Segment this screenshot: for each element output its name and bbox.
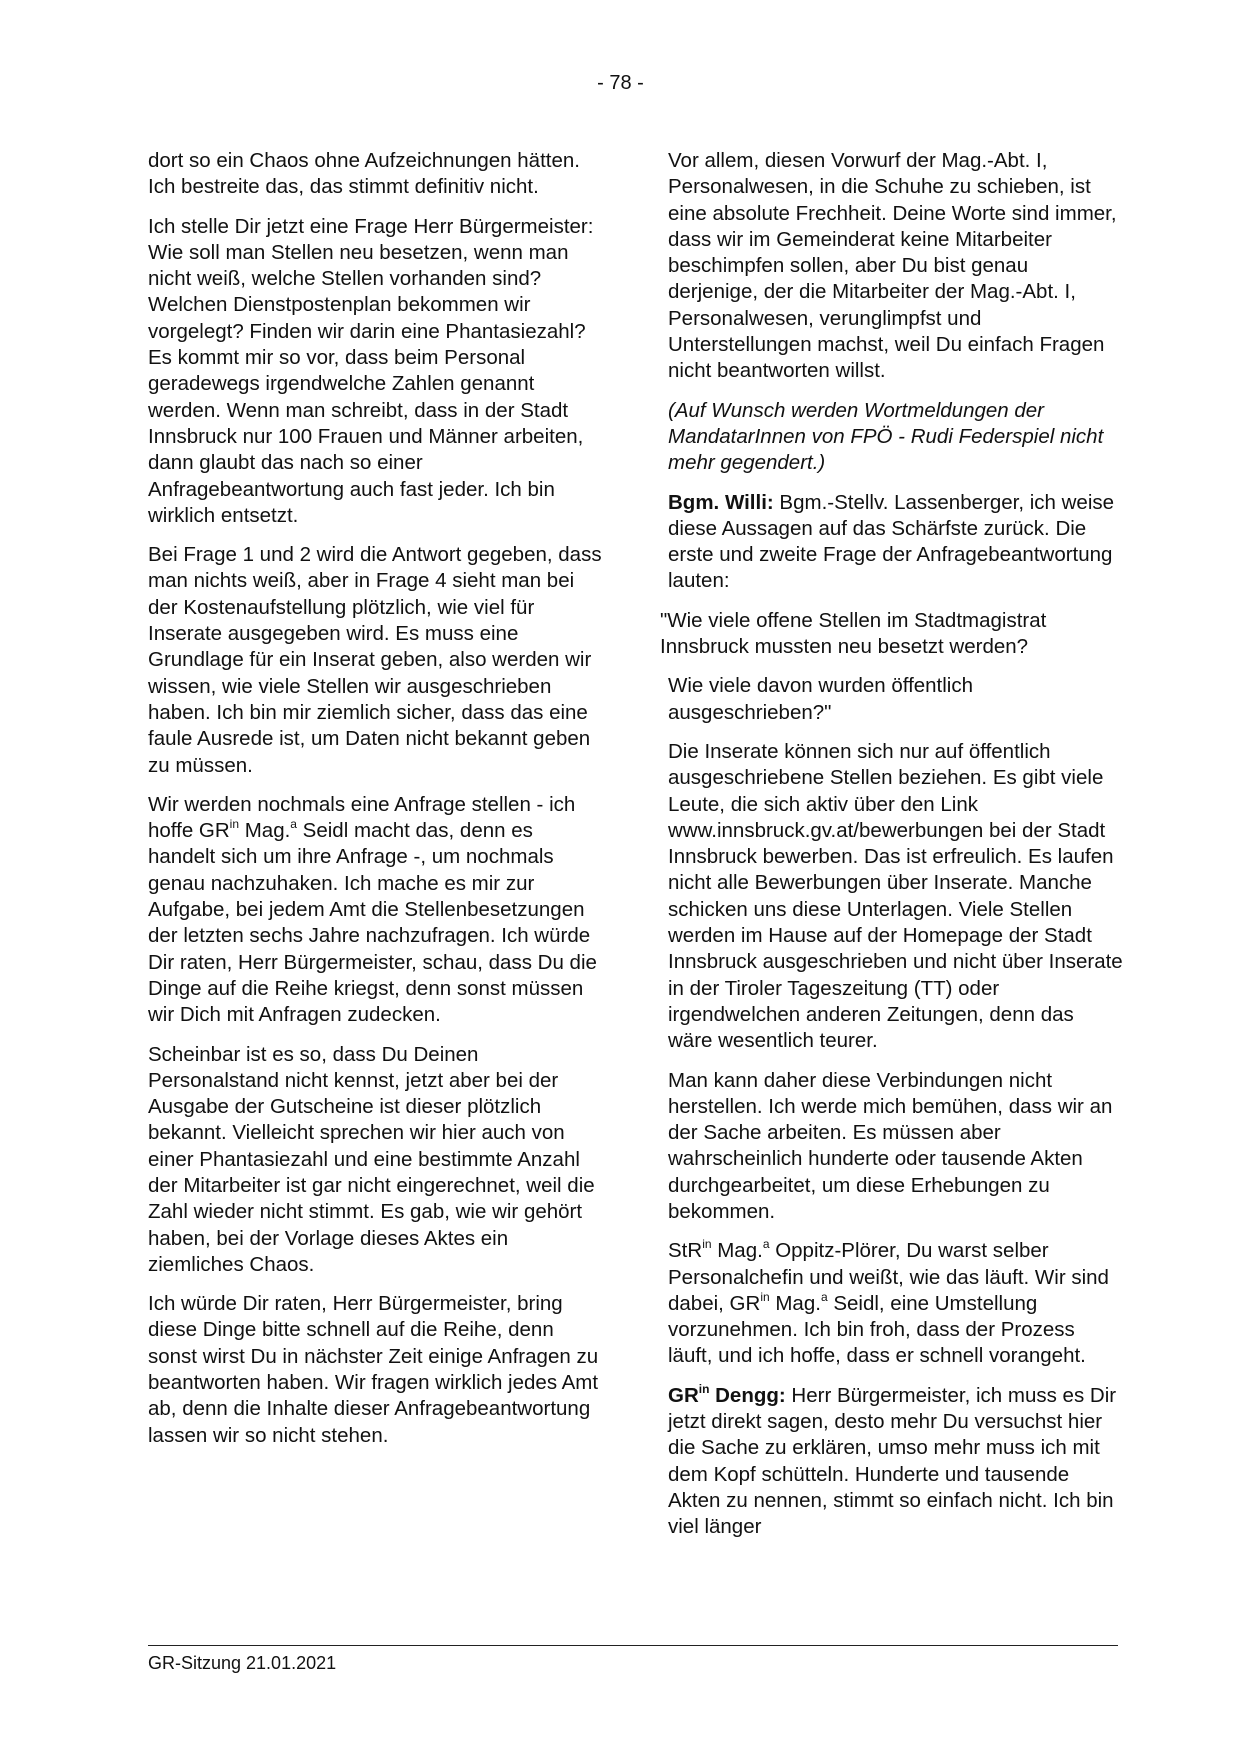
- editorial-note: (Auf Wunsch werden Wortmeldungen der MandatarInnen von FPÖ - Rudi Federspiel nicht mehr gegendert.): [668, 398, 1104, 475]
- superscript: a: [290, 817, 297, 832]
- paragraph: Ich würde Dir raten, Herr Bürgermeister, bring diese Dinge bitte schnell auf die Reihe, denn sonst wirst Du in nächster Zeit einige Anfragen zu beantworten haben. Wir fragen wirklich jedes Amt ab, denn die Inhalte dieser Anfragebeantwortung lassen wir so nicht stehen.: [148, 1292, 599, 1447]
- quote-paragraph: Wie viele davon wurden öffentlich ausgeschrieben?": [668, 674, 974, 724]
- superscript: a: [820, 1290, 828, 1305]
- text-run: Seidl, eine Umstellung vorzunehmen. Ich bin froh, dass der Prozess läuft, und ich hoffe, dass er schnell vorangeht.: [668, 1291, 1086, 1368]
- paragraph: [148, 792, 603, 1029]
- speaker-name: Bgm. Willi:: [668, 490, 774, 514]
- right-column: [660, 148, 1123, 1554]
- superscript: a: [762, 1237, 770, 1252]
- superscript: in: [229, 817, 240, 832]
- paragraph: Bei Frage 1 und 2 wird die Antwort gegeben, dass man nichts weiß, aber in Frage 4 sieht man bei der Kostenaufstellung plötzlich, wie viel für Inserate ausgegeben wird. Es muss eine Grundlage für ein Inserat geben, also werden wir wissen, wie viele Stellen wir ausgeschrieben haben. Ich bin mir ziemlich sicher, dass das eine faule Ausrede ist, um Daten nicht bekannt geben zu müssen.: [148, 543, 602, 777]
- superscript: in: [698, 1381, 710, 1396]
- footer-session-date: GR-Sitzung 21.01.2021: [148, 1653, 337, 1673]
- paragraph: [668, 1383, 1123, 1541]
- paragraph: Scheinbar ist es so, dass Du Deinen Personalstand nicht kennst, jetzt aber bei der Ausgabe der Gutscheine ist dieser plötzlich bekannt. Vielleicht sprechen wir hier auch von einer Phantasiezahl und eine bestimmte Anzahl der Mitarbeiter ist gar nicht eingerechnet, weil die Zahl wieder nicht stimmt. Es gab, wie wir gehört haben, bei der Vorlage dieses Aktes ein ziemliches Chaos.: [148, 1042, 595, 1276]
- paragraph: Die Inserate können sich nur auf öffentlich ausgeschriebene Stellen beziehen. Es gibt viele Leute, die sich aktiv über den Link www.innsbruck.gv.at/bewerbungen bei der Stadt Innsbruck bewerben. Das ist erfreulich. Es laufen nicht alle Bewerbungen über Inserate. Manche schicken uns diese Unterlagen. Viele Stellen werden im Hause auf der Homepage der Stadt Innsbruck ausgeschrieben und nicht über Inserate in der Tiroler Tageszeitung (TT) oder irgendwelchen anderen Zeitungen, denn das wäre wesentlich teurer.: [668, 739, 1123, 1053]
- text-run: Herr Bürgermeister, ich muss es Dir jetzt direkt sagen, desto mehr Du versuchst hier die Sache zu erklären, umso mehr muss ich mit dem Kopf schütteln. Hunderte und tausende Akten zu nennen, stimmt so einfach nicht. Ich bin viel länger: [668, 1383, 1117, 1539]
- text-run: Mag.: [239, 819, 291, 843]
- footer-divider: [148, 1645, 1118, 1646]
- paragraph: dort so ein Chaos ohne Aufzeichnungen hätten. Ich bestreite das, das stimmt definitiv nicht.: [148, 149, 580, 199]
- text-run: Mag.: [711, 1239, 763, 1263]
- text-run: Wir werden nochmals eine Anfrage stellen - ich hoffe GR: [148, 792, 576, 843]
- paragraph: Vor allem, diesen Vorwurf der Mag.-Abt. I, Personalwesen, in die Schuhe zu schieben, ist eine absolute Frechheit. Deine Worte sind immer, dass wir im Gemeinderat keine Mitarbeiter beschimpfen sollen, aber Du bist genau derjenige, der die Mitarbeiter der Mag.-Abt. I, Personalwesen, verunglimpfst und Unterstellungen machst, weil Du einfach Fragen nicht beantworten willst.: [668, 149, 1117, 383]
- text-run: Oppitz-Plörer, Du warst selber Personalchefin und weißt, wie das läuft. Wir sind dabei, GR: [668, 1239, 1109, 1315]
- text-run: StR: [668, 1239, 703, 1263]
- left-column: [148, 148, 603, 1462]
- page-number: - 78 -: [597, 72, 644, 94]
- text-run: GR: [668, 1383, 699, 1407]
- text-run: Dengg:: [709, 1383, 786, 1407]
- paragraph: [668, 1238, 1123, 1369]
- text-run: Bgm.-Stellv. Lassenberger, ich weise diese Aussagen auf das Schärfste zurück. Die erste und zweite Frage der Anfragebeantwortung lauten:: [668, 490, 1115, 593]
- superscript: in: [702, 1237, 712, 1252]
- speaker-name: [668, 1381, 786, 1407]
- paragraph: Man kann daher diese Verbindungen nicht herstellen. Ich werde mich bemühen, dass wir an der Sache arbeiten. Es müssen aber wahrscheinlich hunderte oder tausende Akten durchgearbeitet, um diese Erhebungen zu bekommen.: [668, 1068, 1113, 1223]
- paragraph: Ich stelle Dir jetzt eine Frage Herr Bürgermeister: Wie soll man Stellen neu besetzen, wenn man nicht weiß, welche Stellen vorhanden sind? Welchen Dienstpostenplan bekommen wir vorgelegt? Finden wir darin eine Phantasiezahl? Es kommt mir so vor, dass beim Personal geradewegs irgendwelche Zahlen genannt werden. Wenn man schreibt, dass in der Stadt Innsbruck nur 100 Frauen und Männer arbeiten, dann glaubt das nach so einer Anfragebeantwortung auch fast jeder. Ich bin wirklich entsetzt.: [148, 214, 594, 527]
- quote-paragraph: "Wie viele offene Stellen im Stadtmagistrat Innsbruck mussten neu besetzt werden?: [660, 608, 1047, 659]
- superscript: in: [760, 1290, 770, 1305]
- paragraph: [668, 490, 1123, 595]
- text-run: Seidl macht das, denn es handelt sich um ihre Anfrage -, um nochmals genau nachzuhaken. Ich mache es mir zur Aufgabe, bei jedem Amt die Stellenbesetzungen der letzten sechs Jahre nachzufragen. Ich würde Dir raten, Herr Bürgermeister, schau, dass Du die Dinge auf die Reihe kriegst, denn sonst müssen wir Dich mit Anfragen zudecken.: [148, 819, 597, 1027]
- text-run: Mag.: [769, 1291, 821, 1315]
